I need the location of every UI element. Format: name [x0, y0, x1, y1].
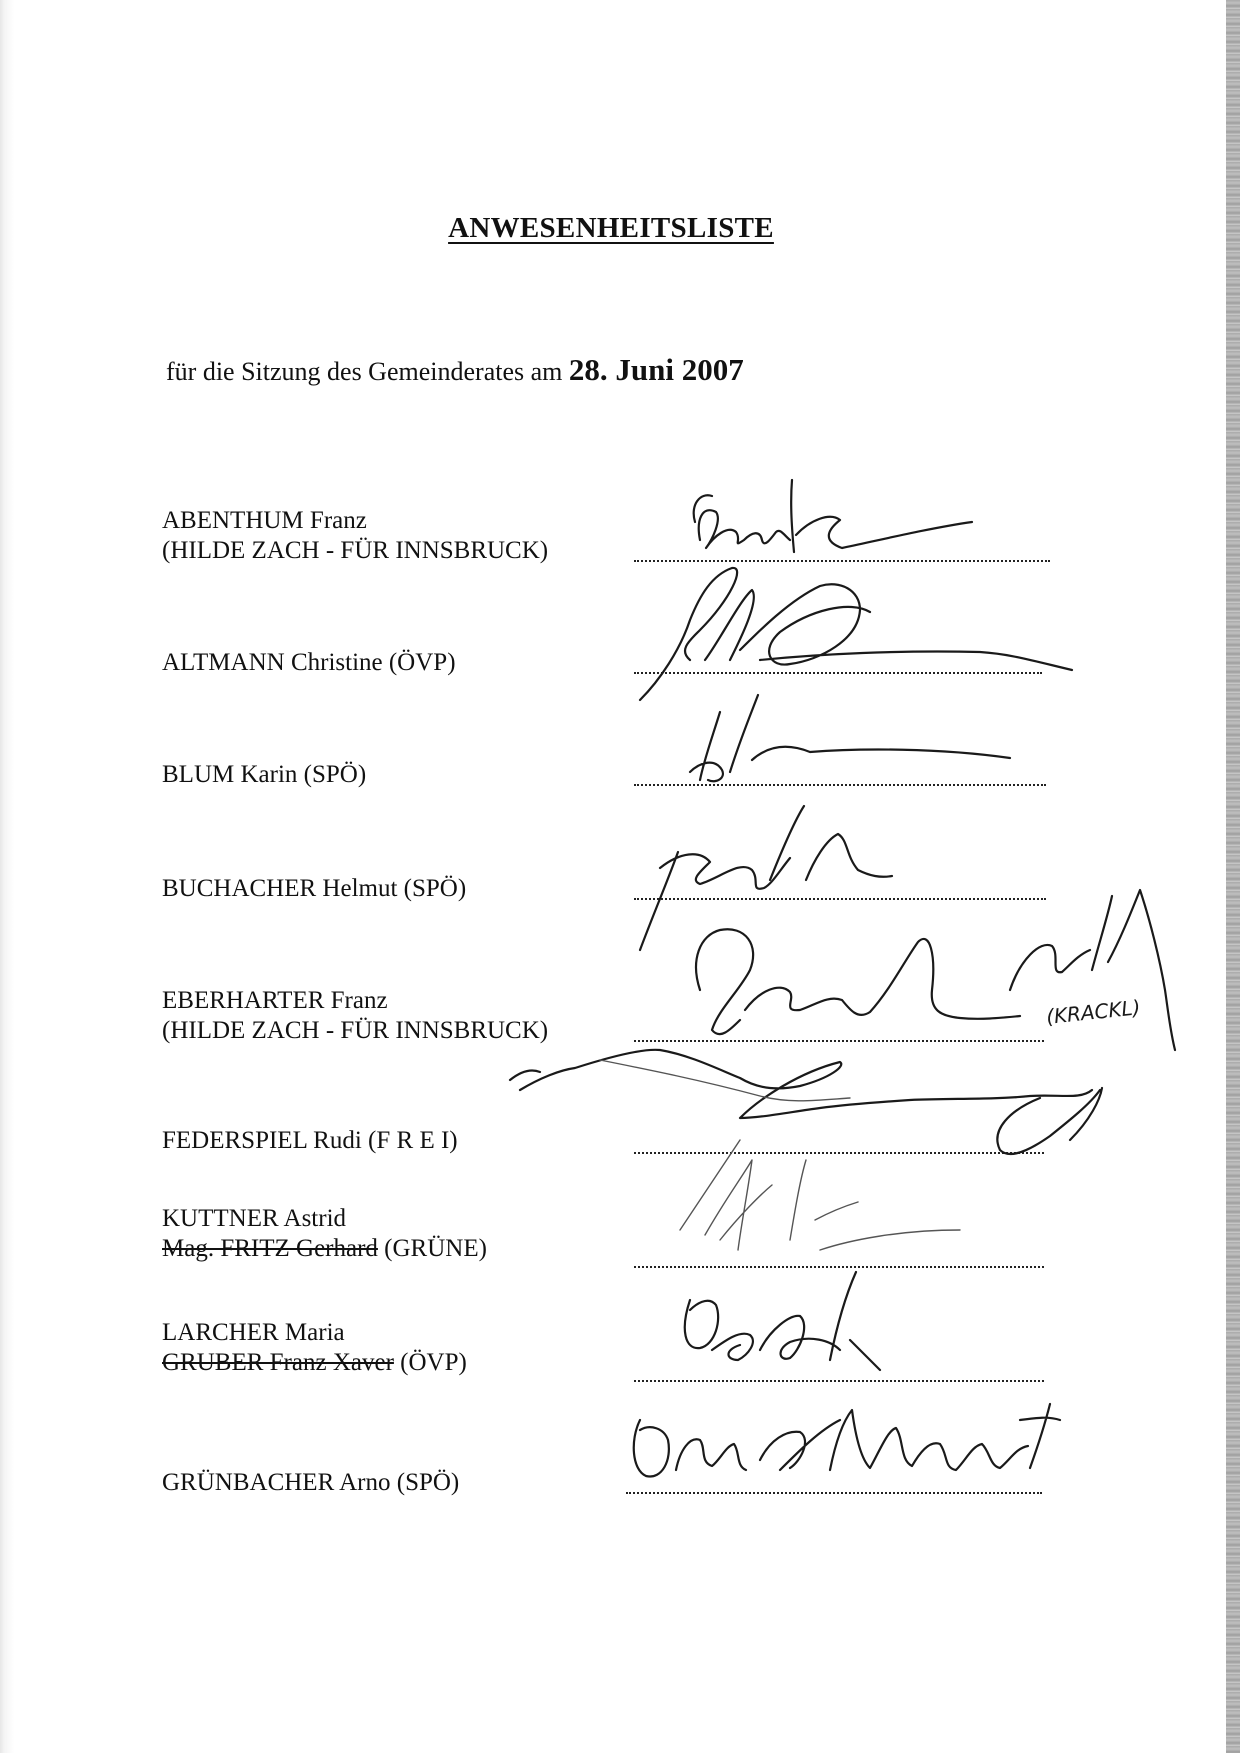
signature-abenthum: [694, 480, 972, 552]
party-suffix: (ÖVP): [393, 1349, 467, 1376]
signature-eberharter: [696, 929, 1020, 1034]
attendee-name: BLUM Karin (SPÖ): [162, 761, 367, 788]
document-title-text: ANWESENHEITSLISTE: [448, 212, 774, 244]
attendee-name: LARCHER Maria: [162, 1319, 345, 1346]
handwritten-note-krackl: (KRACKL): [1045, 995, 1142, 1029]
signature-buchacher: [640, 806, 892, 950]
attendee-party: (HILDE ZACH - FÜR INNSBRUCK): [162, 537, 549, 564]
signature-larcher: [685, 1272, 880, 1370]
signature-altmann: [640, 568, 1072, 700]
struck-name: Mag. FRITZ Gerhard: [162, 1235, 378, 1262]
signature-federspiel-strike: [600, 1060, 850, 1101]
signature-blum: [690, 695, 1010, 781]
party-suffix: (GRÜNE): [377, 1235, 487, 1262]
attendee-party: (HILDE ZACH - FÜR INNSBRUCK): [162, 1017, 549, 1044]
struck-name: GRUBER Franz Xaver: [162, 1349, 394, 1376]
attendee-name: KUTTNER Astrid: [162, 1205, 347, 1232]
session-date: 28. Juni 2007: [568, 352, 744, 387]
attendee-name: BUCHACHER Helmut (SPÖ): [162, 875, 467, 902]
session-text: für die Sitzung des Gemeinderates am: [166, 357, 563, 386]
attendee-name: FEDERSPIEL Rudi (F R E I): [162, 1127, 458, 1154]
attendee-name: ALTMANN Christine (ÖVP): [162, 649, 456, 676]
attendee-name: GRÜNBACHER Arno (SPÖ): [162, 1469, 460, 1496]
signature-kuttner: [680, 1140, 960, 1250]
signature-federspiel: [510, 1050, 1102, 1154]
attendee-name: ABENTHUM Franz: [162, 507, 367, 534]
signature-gruenbacher: [634, 1404, 1060, 1477]
attendee-name: EBERHARTER Franz: [162, 987, 388, 1014]
signature-eberharter-extra: [1010, 890, 1175, 1050]
